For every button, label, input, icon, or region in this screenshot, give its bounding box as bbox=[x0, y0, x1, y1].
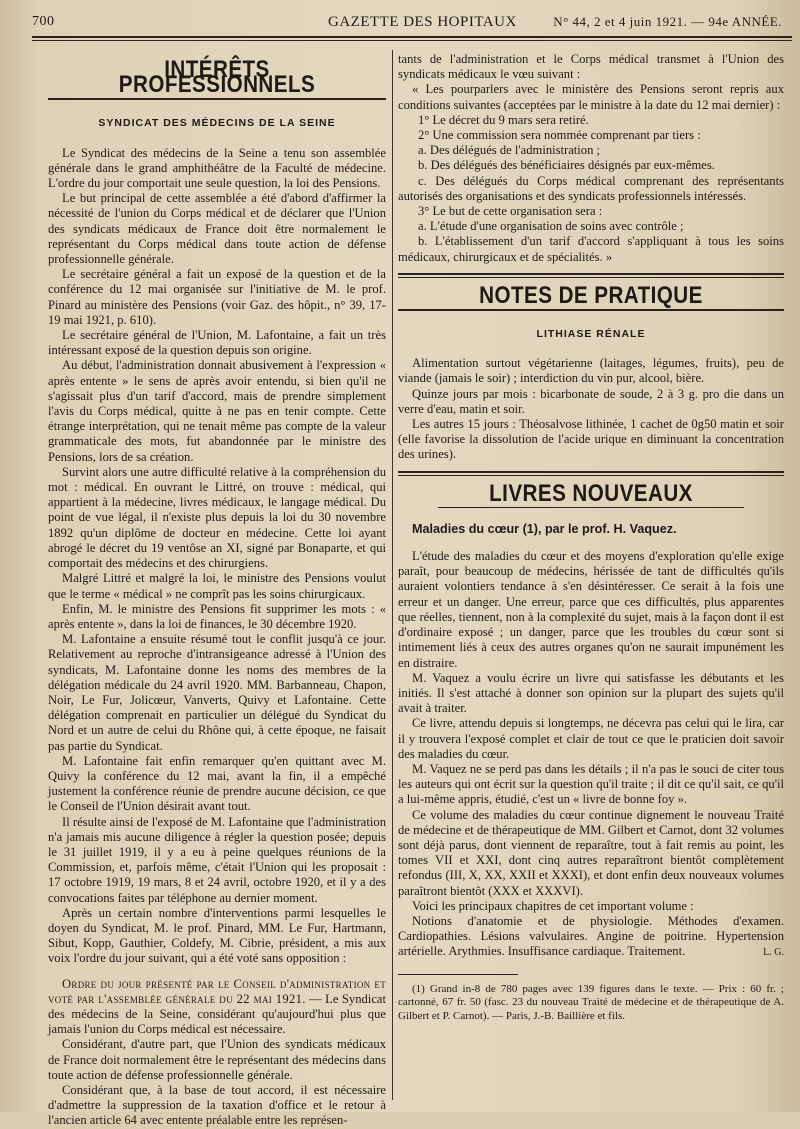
notes-subhead: LITHIASE RÉNALE bbox=[536, 328, 646, 341]
notes-paragraph: Alimentation surtout végétarienne (laitages, légumes, fruits), peu de viande (jamais le soir) ; interdiction du vin pur, alcool, bière. bbox=[398, 356, 784, 386]
continuation-item: c. Des délégués du Corps médical comprenant des représentants autorisés des organisations et des syndicats professionnels intéressés. bbox=[398, 173, 784, 203]
continuation-item: 2° Une commission sera nommée comprenant par tiers : bbox=[418, 128, 701, 143]
page-header bbox=[32, 14, 792, 34]
continuation-item: 1° Le décret du 9 mars sera retiré. bbox=[418, 112, 589, 127]
section-title: INTÉRÊTS PROFESSIONNELS bbox=[118, 56, 316, 99]
article-paragraph: Il résulte ainsi de l'exposé de M. Lafontaine que l'administration n'a jamais mis aucune diligence à régler la question posée; depuis le 31 juillet 1919, il y a eu à peine quelques réunions de la Commission, et, parfois même, c'était l'Union qui les proposait : 17 octobre 1919, 19 mars, 8 et 24 avril, octobre 1920, et il y a des convocations faites par téléphone au dernier moment. bbox=[48, 814, 386, 905]
resolution-paragraph: Considérant que, à la base de tout accord, il est nécessaire d'admettre la suppression de la taxation d'office et le retour à l'ancien article 64 avec entente préalable entre les représen- bbox=[48, 1083, 386, 1128]
continuation-item: b. L'établissement d'un tarif d'accord s'appliquant à tous les soins médicaux, chirurgicaux et de spécialités. » bbox=[398, 234, 784, 264]
article-paragraph: Le secrétaire général a fait un exposé de la question et de la conférence du 12 mai organisée sur l'initiative de M. le prof. Pinard au ministère des Pensions (voir Gaz. des hôpit., n° 39, 17-19 mai 1921, p. 610). bbox=[48, 267, 386, 327]
page-number: 700 bbox=[32, 14, 55, 29]
notes-paragraph: Quinze jours par mois : bicarbonate de soude, 2 à 3 g. pro die dans un verre d'eau, matin et soir. bbox=[398, 386, 784, 416]
article-paragraph: M. Lafontaine fait enfin remarquer qu'en quittant avec M. Quivy la conférence du 12 mai, avant la fin, il a empêché justement la conférence réunie de prendre aucune décision, ce que le Conseil de l'Union désirait avant tout. bbox=[48, 753, 386, 814]
article-paragraph: Après un certain nombre d'interventions parmi lesquelles le doyen du Syndicat, M. le prof. Pinard, MM. Le Fur, Hartmann, Sibut, Kopp, Gauthier, Coldefy, M. Cibrie, président, a mis aux voix l'ordre du jour suivant, qui a été voté sans opposition : bbox=[48, 905, 386, 966]
footnote-rule bbox=[398, 974, 518, 975]
continuation-item: a. L'étude d'une organisation de soins avec contrôle ; bbox=[418, 219, 684, 234]
continuation-item: b. Des délégués des bénéficiaires désignés par eux-mêmes. bbox=[418, 158, 715, 173]
article-paragraph: Au début, l'administration donnait abusivement à l'expression « après entente » le sens de après avoir entendu, si bien qu'il ne s'agissait plus d'un tarif d'accord, mais de prendre simplement l'avis du Corps médical, quitte à ne pas en tenir compte. Cette étrange interprétation, qui ne tenait même pas compte de la valeur grammaticale des mots, fut abandonnée par le ministre des Pensions, lors de sa création. bbox=[48, 358, 386, 464]
article-paragraph: Malgré Littré et malgré la loi, le ministre des Pensions voulut que le terme « médical » ne comprît pas les soins chirurgicaux. bbox=[48, 571, 386, 601]
notes-title: NOTES DE PRATIQUE bbox=[479, 281, 703, 309]
article-paragraph: M. Lafontaine a ensuite résumé tout le conflit jusqu'à ce jour. Relativement au reproche d'intransigeance adressé à l'Union des syndicats, M. Lafontaine donne les noms des membres de la délégation médicale du 24 avril 1920. MM. Barbanneau, Chapon, Noir, Le Fur, Jolicœur, Vanverts, Quivy et Lafontaine. Cette délégation comprenait en particulier un délégué du Syndicat du Nord et un autre de celui du Rhône qui, à cette époque, ne faisait pas partie du Syndicat. bbox=[48, 632, 386, 753]
resolution-heading: Ordre du jour présenté par le Conseil d'administration et voté par l'assemblée générale du 22 mai 1921. bbox=[48, 976, 386, 1006]
review-paragraph: Notions d'anatomie et de physiologie. Méthodes d'examen. Cardiopathies. Lésions valvulaires. Angine de poitrine. Hypertension artérielle. Arythmies. Insuffisance cardiaque. Traitement. bbox=[398, 913, 784, 959]
continuation-paragraph: tants de l'administration et le Corps médical transmet à l'Union des syndicats médicaux le vœu suivant : bbox=[398, 52, 784, 82]
resolution-paragraph bbox=[48, 977, 386, 1038]
article-subhead: SYNDICAT DES MÉDECINS DE LA SEINE bbox=[98, 117, 336, 130]
section-rule bbox=[48, 98, 386, 100]
article-paragraph: Survint alors une autre difficulté relative à la compréhension du mot : médical. En ouvrant le Littré, on trouve : médical, qui appartient à la médecine, livres médicaux, le langage médical. Du point de vue légal, il n'existe plus depuis la loi du 30 novembre 1892 qu'un diplôme de docteur en médecine. Cette loi ayant abrogé le décret du 19 ventôse an XI, signé par Bonaparte, et qui comportait des médecins et des chirurgiens. bbox=[48, 464, 386, 571]
resolution-paragraph: Considérant, d'autre part, que l'Union des syndicats médicaux de France doit normalement être le représentant des médecins dans toute action de défense professionnelle générale. bbox=[48, 1037, 386, 1082]
right-column bbox=[398, 52, 784, 1023]
books-title-rule bbox=[438, 507, 744, 508]
issue-info: N° 44, 2 et 4 juin 1921. — 94e ANNÉE. bbox=[553, 14, 782, 29]
continuation-item: 3° Le but de cette organisation sera : bbox=[418, 204, 603, 219]
article-paragraph: Le but principal de cette assemblée a été d'abord d'affirmer la nécessité de l'union du Corps médical et de déclarer que l'Union des syndicats médicaux de France doit être normalement le représentant du Corps médical dans toute action de défense professionnelle générale. bbox=[48, 191, 386, 267]
footnote: (1) Grand in-8 de 780 pages avec 139 figures dans le texte. — Prix : 60 fr. ; cartonné, 67 fr. 50 (fasc. 23 du nouveau Traité de médecine et de thérapeutique de A. Gilbert et P. Carnot). — Paris, J.-B. Baillière et fils. bbox=[398, 982, 784, 1022]
review-paragraph: Voici les principaux chapitres de cet important volume : bbox=[412, 898, 694, 913]
book-heading: Maladies du cœur (1), par le prof. H. Vaquez. bbox=[412, 521, 677, 536]
header-rule-thick bbox=[32, 36, 792, 38]
notes-paragraph: Les autres 15 jours : Théosalvose lithinée, 1 cachet de 0g50 matin et soir (elle favorise la dissolution de l'acide urique en diminuant la concentration des urines). bbox=[398, 417, 784, 462]
review-signoff: L. G. bbox=[763, 946, 784, 958]
column-divider bbox=[392, 50, 393, 1100]
review-paragraph: Ce volume des maladies du cœur continue dignement le nouveau Traité de médecine et de thérapeutique de MM. Gilbert et Carnot, dont 32 volumes sont déjà parus, dont viennent de reparaître, tout à fait remis au point, les tomes VII et XXI, dont cinq autres reparaîtront bientôt complètement refondus (III, X, XX, XXII et XXXI), et dont enfin deux nouveaux volumes paraîtront bientôt (XXX et XXXVI). bbox=[398, 807, 784, 898]
notes-rule-top bbox=[398, 273, 784, 275]
review-paragraph: M. Vaquez a voulu écrire un livre qui satisfasse les débutants et les initiés. Il s'est attaché à donner son opinion sur la plupart des sujets qu'il avait à traiter. bbox=[398, 670, 784, 716]
article-paragraph: Le Syndicat des médecins de la Seine a tenu son assemblée générale dans le grand amphithéâtre de la Faculté de médecine. L'ordre du jour comportait une seule question, la loi des Pensions. bbox=[48, 145, 386, 191]
publication-title: GAZETTE DES HOPITAUX bbox=[328, 14, 517, 30]
resolution-text: — Le Syndicat des médecins de la Seine, considérant qu'aujourd'hui plus que jamais l'union du Corps médical est nécessaire. bbox=[48, 991, 386, 1037]
books-title: LIVRES NOUVEAUX bbox=[489, 479, 693, 507]
article-paragraph: Le secrétaire général de l'Union, M. Lafontaine, a fait un très intéressant exposé de la question depuis son origine. bbox=[48, 328, 386, 358]
books-rule-top bbox=[398, 471, 784, 473]
review-paragraph: M. Vaquez ne se perd pas dans les détails ; il n'a pas le souci de citer tous les auteurs qui ont écrit sur la question qu'il traite ; il dit ce qu'il sait, ce qu'il a lui-même appris, étudié, c'est un « livre de bonne foy ». bbox=[398, 761, 784, 807]
article-paragraph: Enfin, M. le ministre des Pensions fit supprimer les mots : « après entente », dans la loi de finances, le 30 décembre 1920. bbox=[48, 601, 386, 631]
review-paragraph: L'étude des maladies du cœur et des moyens d'exploration qu'elle exige paraît, pour beaucoup de médecins, hérissée de tant de difficultés qu'ils auraient volontiers tendance à s'en désintéresser. Ce serait à la fois une erreur et un danger. Une erreur, parce que ces difficultés, plus apparentes que réelles, tiennent, non à la complexité du sujet, mais à la façon dont il est d'ordinaire exposé ; un danger, parce que les troubles du cœur sont si intimement liés à ceux des autres organes qu'on ne saurait impunément les en distraire. bbox=[398, 549, 784, 670]
continuation-item: a. Des délégués de l'administration ; bbox=[418, 143, 601, 158]
notes-rule-bottom bbox=[398, 277, 784, 278]
continuation-paragraph: « Les pourparlers avec le ministère des Pensions seront repris aux conditions suivantes (acceptées par le ministre à la date du 12 mai dernier) : bbox=[398, 82, 784, 112]
review-paragraph: Ce livre, attendu depuis si longtemps, ne décevra pas celui qui le lira, car il y trouvera l'exposé complet et clair de tout ce que le praticien doit savoir des maladies du cœur. bbox=[398, 716, 784, 761]
header-rule-thin bbox=[32, 40, 792, 41]
books-rule-bottom bbox=[398, 475, 784, 476]
left-column bbox=[48, 52, 386, 1129]
notes-title-rule bbox=[398, 309, 784, 311]
